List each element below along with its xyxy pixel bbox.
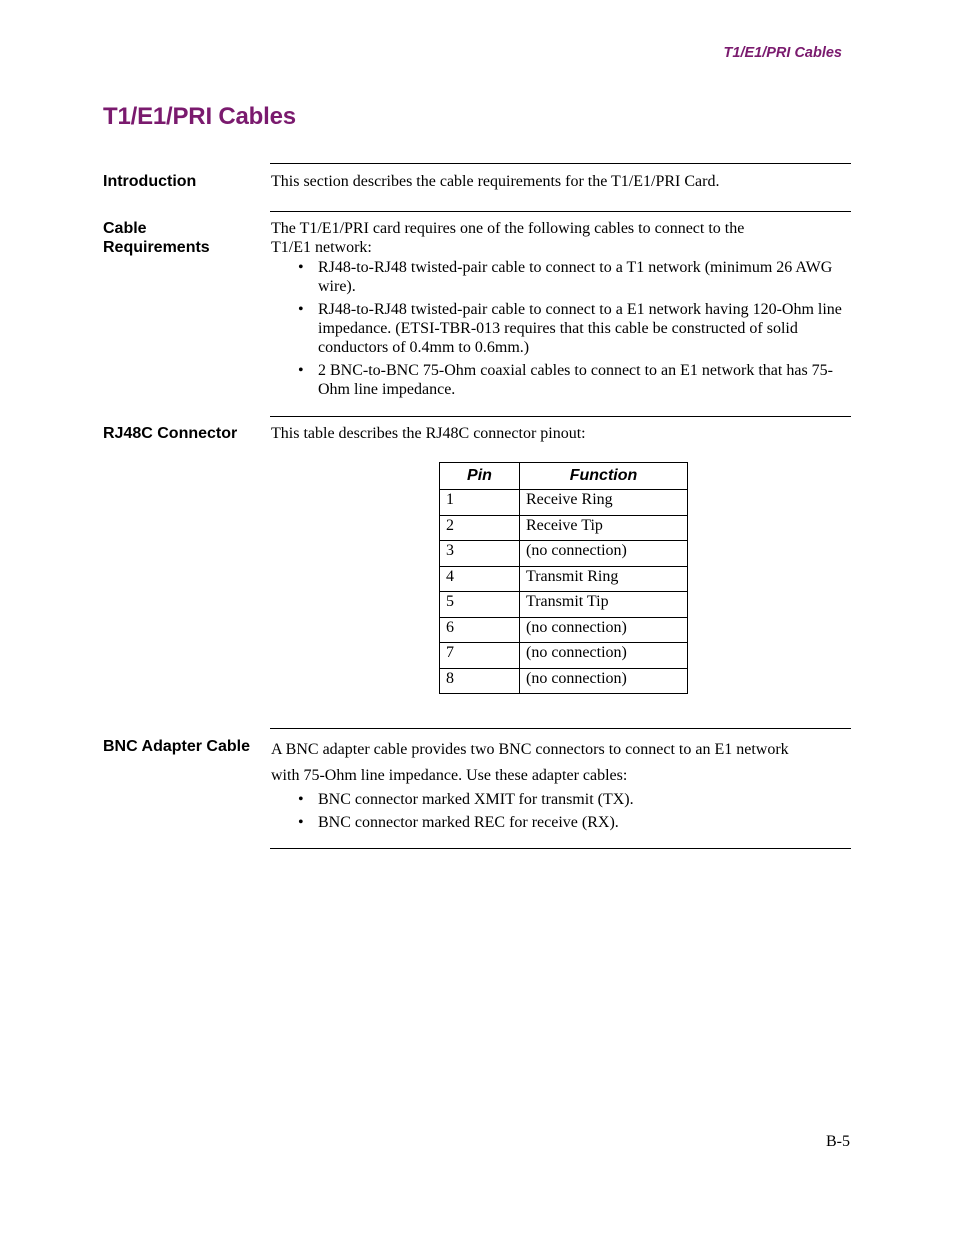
- function-cell: (no connection): [520, 668, 688, 694]
- rj48c-heading: RJ48C Connector: [103, 425, 238, 442]
- list-item: [298, 790, 850, 809]
- bnc-list: [298, 790, 850, 836]
- list-item-text: RJ48-to-RJ48 twisted-pair cable to connect to a E1 network having 120-Ohm line impedance. (ETSI-TBR-013 requires that this cable be constructed of solid conductors of 0.4mm to 0.6mm.): [318, 301, 842, 356]
- function-cell: (no connection): [520, 643, 688, 669]
- pin-cell: 7: [440, 643, 520, 669]
- list-item: [298, 361, 850, 399]
- table-row: [440, 643, 688, 669]
- section-divider: [270, 728, 851, 729]
- cable-requirements-intro-line: T1/E1 network:: [271, 239, 372, 256]
- function-cell: Transmit Ring: [520, 566, 688, 592]
- table-row: [440, 490, 688, 516]
- section-divider: [270, 416, 851, 417]
- cable-requirements-list: [298, 258, 850, 403]
- cable-requirements-heading-line: Requirements: [103, 239, 210, 256]
- table-row: [440, 592, 688, 618]
- list-item-text: BNC connector marked XMIT for transmit (TX).: [318, 791, 634, 808]
- list-item: [298, 300, 850, 357]
- bnc-heading: BNC Adapter Cable: [103, 738, 250, 755]
- table-row: [440, 541, 688, 567]
- bnc-text: [271, 737, 849, 789]
- pin-cell: 3: [440, 541, 520, 567]
- section-divider: [270, 848, 851, 849]
- introduction-text: This section describes the cable requirements for the T1/E1/PRI Card.: [271, 173, 720, 190]
- bullet-icon: •: [298, 362, 304, 379]
- list-item-text: BNC connector marked REC for receive (RX).: [318, 814, 619, 831]
- cable-requirements-intro: [271, 219, 849, 257]
- running-header: T1/E1/PRI Cables: [723, 45, 842, 61]
- pin-cell: 8: [440, 668, 520, 694]
- table-row: [440, 617, 688, 643]
- list-item: [298, 258, 850, 296]
- bullet-icon: •: [298, 814, 304, 831]
- section-divider: [270, 163, 851, 164]
- rj48c-text: This table describes the RJ48C connector pinout:: [271, 425, 586, 442]
- bullet-icon: •: [298, 259, 304, 276]
- table-header-row: [440, 463, 688, 490]
- pin-cell: 6: [440, 617, 520, 643]
- section-divider: [270, 211, 851, 212]
- pinout-table: [439, 462, 688, 694]
- function-cell: (no connection): [520, 541, 688, 567]
- column-header-pin: Pin: [440, 463, 520, 490]
- pin-cell: 2: [440, 515, 520, 541]
- pin-cell: 1: [440, 490, 520, 516]
- bullet-icon: •: [298, 791, 304, 808]
- table-row: [440, 566, 688, 592]
- cable-requirements-intro-line: The T1/E1/PRI card requires one of the following cables to connect to the: [271, 220, 745, 237]
- table-row: [440, 515, 688, 541]
- cable-requirements-heading-line: Cable: [103, 220, 147, 237]
- cable-requirements-heading: [103, 219, 210, 257]
- page-title: T1/E1/PRI Cables: [103, 103, 296, 130]
- page-number: B-5: [826, 1133, 850, 1150]
- pin-cell: 5: [440, 592, 520, 618]
- bnc-text-line: A BNC adapter cable provides two BNC connectors to connect to an E1 network: [271, 741, 789, 758]
- list-item-text: 2 BNC-to-BNC 75-Ohm coaxial cables to connect to an E1 network that has 75-Ohm line impedance.: [318, 362, 833, 398]
- bullet-icon: •: [298, 301, 304, 318]
- bnc-text-line: with 75-Ohm line impedance. Use these adapter cables:: [271, 767, 628, 784]
- list-item: [298, 813, 850, 832]
- pin-cell: 4: [440, 566, 520, 592]
- column-header-function: Function: [520, 463, 688, 490]
- list-item-text: RJ48-to-RJ48 twisted-pair cable to connect to a T1 network (minimum 26 AWG wire).: [318, 259, 833, 295]
- function-cell: Receive Tip: [520, 515, 688, 541]
- table-row: [440, 668, 688, 694]
- introduction-heading: Introduction: [103, 173, 197, 190]
- function-cell: Transmit Tip: [520, 592, 688, 618]
- function-cell: Receive Ring: [520, 490, 688, 516]
- function-cell: (no connection): [520, 617, 688, 643]
